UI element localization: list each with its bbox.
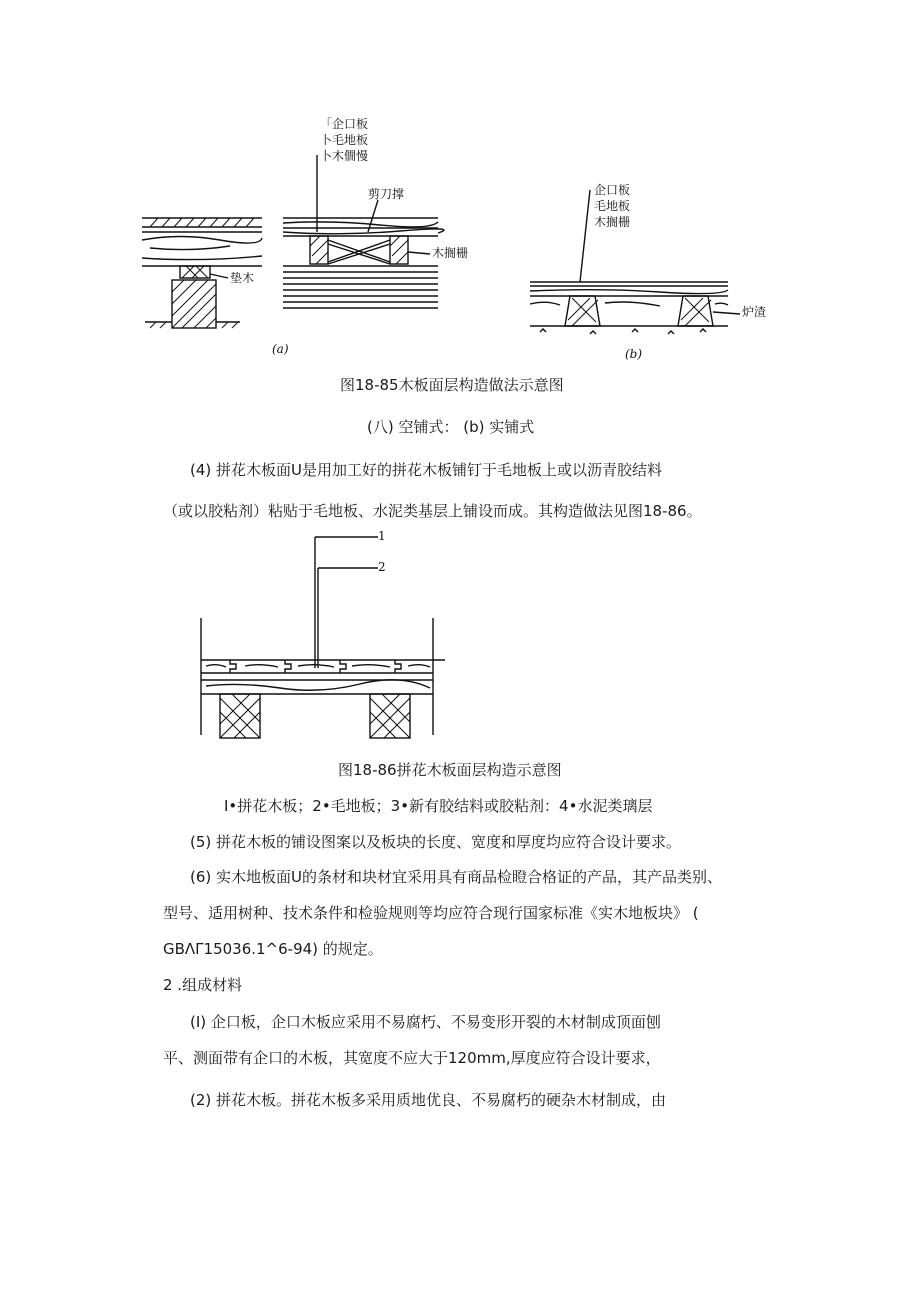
figure-85-caption: 图18-85木板面层构造做法示意图 (340, 376, 564, 394)
item-1-line-1: (I) 企口板，企口木板应采用不易腐朽、不易变形开裂的木材制成顶面刨 (190, 1013, 661, 1031)
item-2: (2) 拼花木板。拼花木板多采用质地优良、不易腐朽的硬杂木材制成，由 (190, 1091, 667, 1109)
label-1: 1 (378, 529, 386, 543)
label-tongue-groove-a: 「企口板 (320, 117, 369, 131)
paragraph-5: (5) 拼花木板的铺设图案以及板块的长度、宽度和厚度均应符合设计要求。 (190, 833, 682, 851)
paragraph-6-line-2: 型号、适用树种、技术条件和检验规则等均应符合现行国家标准《实木地板块》 ( (163, 904, 699, 922)
label-subfloor-a: 卜毛地板 (320, 133, 369, 147)
item-1-line-2: 平、测面带有企口的木板，其宽度不应大于120mm,厚度应符合设计要求， (163, 1049, 661, 1067)
label-joist: 木搁栅 (432, 246, 469, 260)
sublabel-b: (b) (625, 347, 643, 361)
label-scissor-brace: 剪刀撑 (368, 187, 405, 201)
label-joist-a: 卜木僩慢 (320, 149, 369, 163)
label-subfloor-b: 毛地板 (594, 199, 631, 213)
paragraph-6-line-3: GBΛΓ15036.1^6-94) 的规定。 (163, 940, 383, 958)
paragraph-4-line-1: (4) 拼花木板面U是用加工好的拼花木板铺钉于毛地板上或以沥青胶结料 (190, 461, 662, 479)
paragraph-6-line-1: (6) 实木地板面U的条材和块材宜采用具有商品检瞪合格证的产品，其产品类别、 (190, 868, 722, 886)
figure-86-caption: 图18-86拼花木板面层构造示意图 (338, 761, 562, 779)
sublabel-a: (a) (272, 342, 289, 356)
figure-86-legend: I•拼花木板；2•毛地板；3•新有胶结料或胶粘剂：4•水泥类璃层 (224, 797, 653, 815)
label-2: 2 (378, 560, 386, 574)
figure-85-legend: (八) 空铺式： (b) 实铺式 (367, 418, 535, 436)
label-pad-wood: 垫木 (230, 271, 255, 285)
label-joist-b: 木搁栅 (594, 215, 631, 229)
label-slag: 炉渣 (742, 305, 767, 319)
paragraph-4-line-2: （或以胶粘剂）粘贴于毛地板、水泥类基层上铺设而成。其构造做法见图18-86。 (163, 502, 702, 520)
section-2-heading: 2 .组成材料 (163, 976, 243, 994)
label-tongue-groove-b: 企口板 (594, 183, 631, 197)
